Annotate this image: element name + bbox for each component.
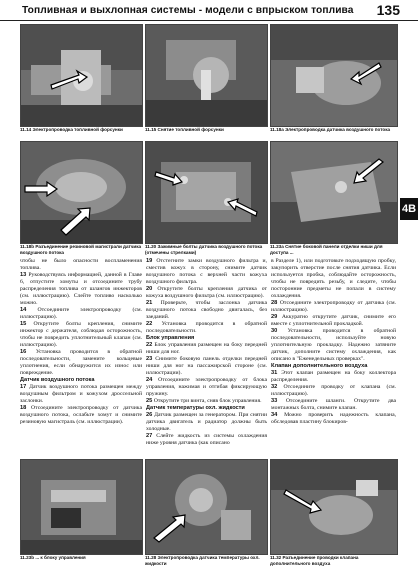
caption-2: 11.15 Снятие топливной форсунки [145,127,224,132]
paragraph: 32 Отсоедините проводку от клапана (см. иллюстрацию). [271,384,397,398]
subheading: Датчик воздушного потока [20,377,95,384]
paragraph: 15 Открутите болты крепления, снимите инжектор с держателя, соблюдая осторожность, чтобы не повредить уплотнительный клапан (см. иллюстрацию). [20,321,142,349]
caption-6: 11.23a Снятие боковой панели отделки ниши для доступа ... [270,244,383,255]
subheading: Блок управления [146,335,195,342]
chapter-tab: 4B [400,198,418,220]
paragraph: 21 Проверьте, чтобы заслонка датчика воздушного потока свободно двигалась, без заеданий. [146,300,267,321]
paragraph: 25 Открутите три винта, сняв блок управления. [146,398,262,405]
paragraph: 16 Установка проводится в обратной последовательности, замените кольцевые уплотнения, если обнаружится их износ или повреждение. [20,349,142,377]
page-title: Топливная и выхлопная системы - модели с впрыском топлива [22,5,354,16]
caption-9: 11.32 Разъединение проводки клапана дополнительного воздуха [270,555,359,566]
paragraph: 20 Открутите болты крепления датчика от кожуха воздушного фильтра (см. иллюстрацию). [146,286,267,300]
paragraph: 26 Датчик размещен за генератором. При снятии датчика двигатель и радиатор должны быть холодные. [146,412,268,433]
subheading: Датчик температуры охл. жидкости [146,405,245,412]
photo-coolant-sensor [145,459,268,555]
photo-aux-air-valve [270,459,398,555]
paragraph: 34 Можно проверить надежность клапана, обследовав пластину блокиров- [271,412,397,426]
page-header [0,0,418,21]
paragraph: 29 Аккуратно открутите датчик, снимите его вместе с уплотнительной прокладкой. [271,314,397,328]
paragraph: чтобы не было опасности воспламенения топлива. [20,258,142,272]
paragraph: 27 Слейте жидкость из системы охлаждения ниже уровня датчика (как описано [146,433,267,447]
caption-7: 11.23b ... к блоку управления [20,555,86,560]
caption-4: 11.18b Разъединение резиновой магистрали датчика воздушного потока [20,244,142,255]
paragraph: 23 Снимите боковую панель отделки передней ниши для ног на пассажирской стороне (см. иллюстрации). [146,356,268,377]
photo-airflow-hose [20,141,143,244]
paragraph: 31 Этот клапан размещен на боку коллектора распределения. [271,370,396,384]
paragraph: 18 Отсоедините электропроводку от датчика воздушного потока, ослабьте хомут и снимите резиновую магистраль (см. иллюстрации). [20,405,142,426]
paragraph: 33 Отсоедините шланги. Открутите два монтажных болта, снимите клапан. [271,398,396,412]
paragraph: 14 Отсоедините электропроводку (см. иллюстрацию). [20,307,143,321]
paragraph: 28 Отсоедините электропроводку от датчика (см. иллюстрацию). [271,300,396,314]
text-column-3 [271,258,396,426]
paragraph: в Разделе 1), или подготовьте подходящую пробку, закупорить отверстие после снятия датчика. Если используется пробка, соблюдайте осторожность, чтобы не повредить резьбу, и следите, чтобы посторонние предметы не попали в систему охлаждения. [271,258,396,300]
photo-trim-panel [270,141,398,244]
photo-control-unit [20,459,143,555]
paragraph: 13 Руководствуясь информацией, данной в Главе 6, отпустите хомуты и отсоедините трубу распределения топлива от шлангов инжекторов (см. иллюстрацию). Слейте топливо насколько можно. [20,272,143,307]
section-heading: Клапан дополнительного воздуха [271,363,368,370]
photo-airflow-bolts [145,141,268,244]
caption-3: 11.18a Электропроводка датчика воздушного потока [270,127,391,132]
paragraph: 24 Отсоедините электропроводку от блока управления, нажимая и отгибая фиксирующую пружину. [146,377,267,398]
paragraph: 22 Установка проводится в обратной последовательности. [146,321,267,335]
caption-8: 11.28 Электропроводка датчика температуры охл. жидкости [145,555,260,566]
caption-1: 11.14 Электропроводка топливной форсунки [20,127,123,132]
photo-airflow-wiring [270,24,398,127]
photo-injector-wiring [20,24,143,127]
paragraph: 22 Блок управления размещен на боку передней ниши для ног. [146,342,268,356]
paragraph: 17 Датчик воздушного потока размещен между воздушным фильтром и кожухом дроссельной заслонки. [20,384,143,405]
paragraph: 19 Отстегните замки воздушного фильтра и, сместив кожух в сторону, снимите датчик воздушного потока с верхней части кожуха воздушного фильтра. [146,258,268,286]
page-number: 135 [376,2,400,18]
paragraph: 30 Установка проводится в обратной последовательности, используйте новую уплотнительную прокладку. Надежно затяните датчик, дополните систему охлаждения, как описано в "Еженедельных проверках". [271,328,396,363]
photo-injector-removal [145,24,268,127]
caption-5: 11.20 Зажимные болты датчика воздушного потока (отмечены стрелками) [145,244,263,255]
text-column-1 [20,258,142,426]
text-column-2 [146,258,267,447]
